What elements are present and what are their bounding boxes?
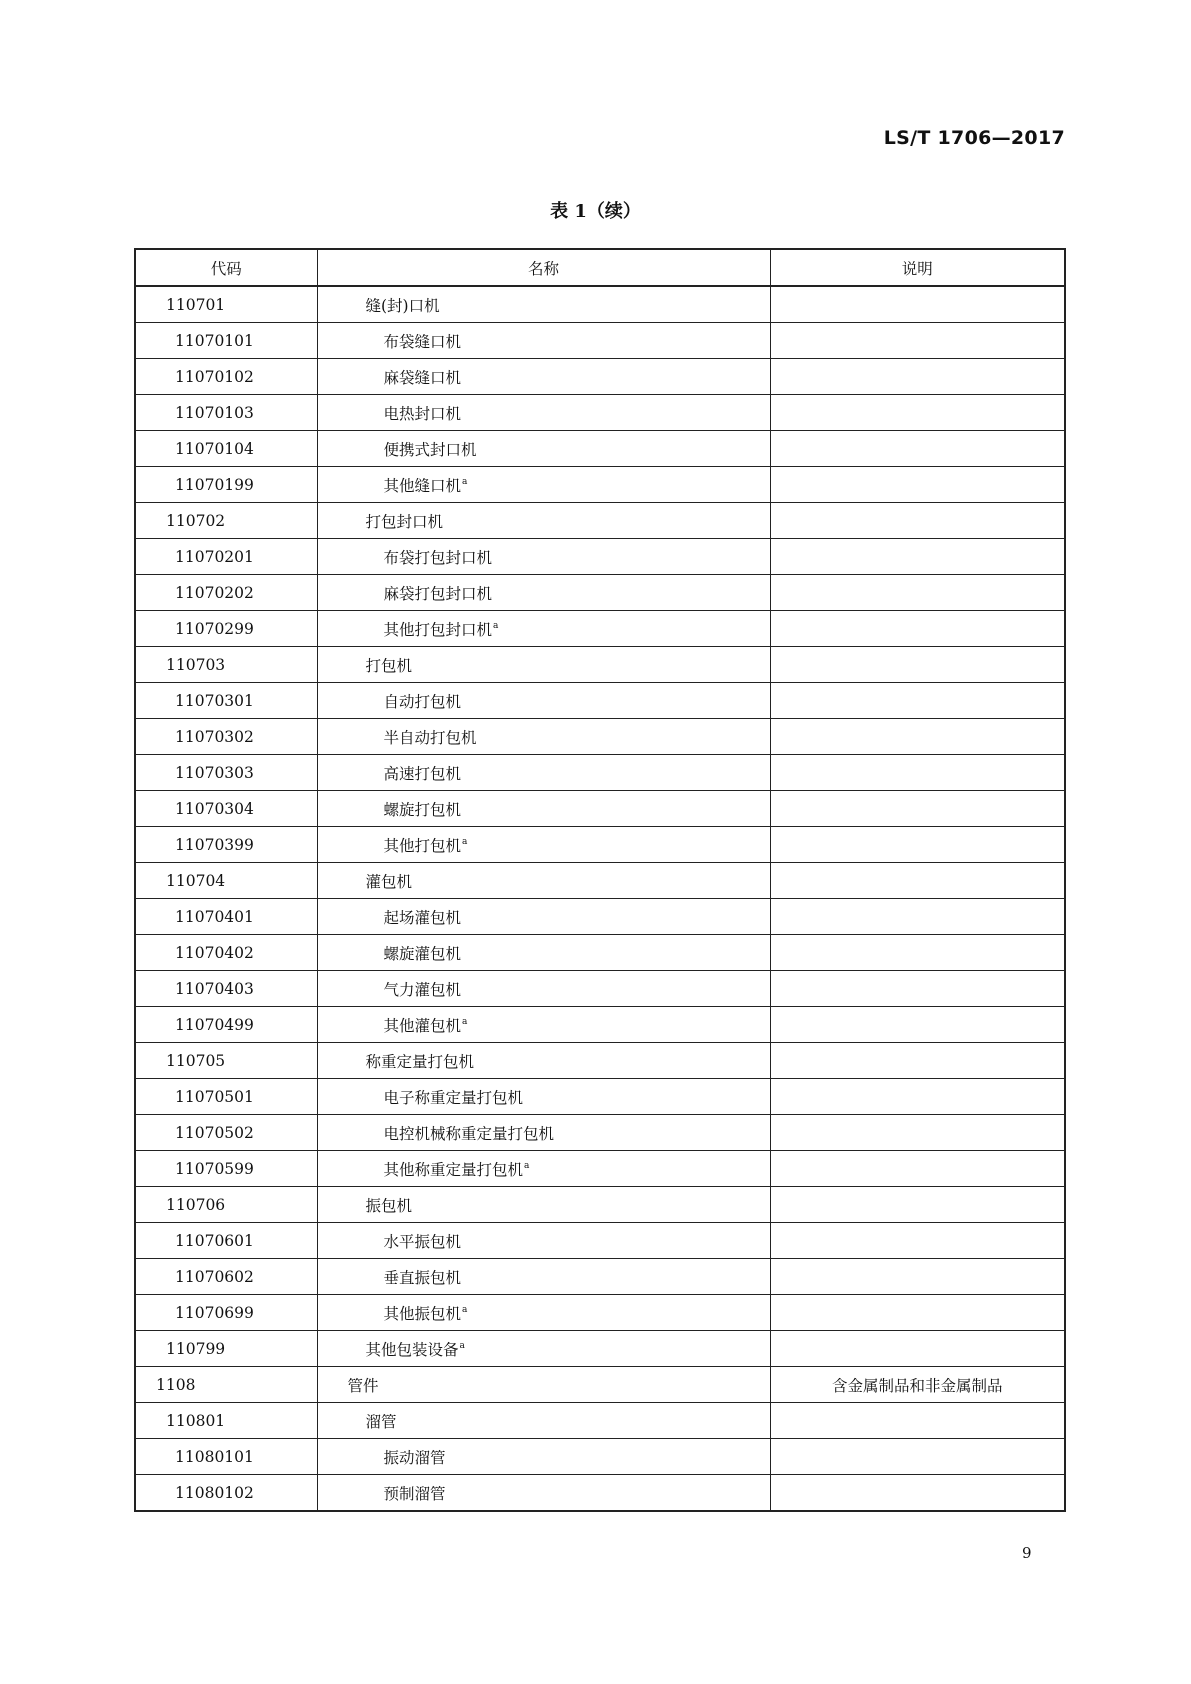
row-note — [770, 503, 1065, 539]
row-code: 110705 — [135, 1043, 317, 1079]
table-row — [135, 1331, 1065, 1367]
row-note — [770, 1403, 1065, 1439]
row-code: 11070102 — [135, 359, 317, 395]
row-name-cell — [317, 683, 770, 719]
table-row — [135, 683, 1065, 719]
row-name: 电热封口机 — [383, 404, 462, 423]
footnote-marker: a — [524, 1161, 530, 1172]
row-name: 布袋打包封口机 — [383, 548, 493, 567]
row-name: 管件 — [347, 1376, 379, 1395]
row-note — [770, 791, 1065, 827]
row-name: 螺旋灌包机 — [383, 944, 462, 963]
row-name-cell — [317, 503, 770, 539]
row-code: 11070401 — [135, 899, 317, 935]
row-code: 11070103 — [135, 395, 317, 431]
row-note — [770, 755, 1065, 791]
table-row — [135, 755, 1065, 791]
row-code: 11070399 — [135, 827, 317, 863]
classification-table — [134, 248, 1066, 1512]
row-code: 110801 — [135, 1403, 317, 1439]
column-header-name: 名称 — [317, 249, 770, 286]
row-name-cell — [317, 539, 770, 575]
table-row — [135, 935, 1065, 971]
row-name: 其他打包机 — [383, 836, 462, 855]
row-note — [770, 286, 1065, 323]
row-name: 自动打包机 — [383, 692, 462, 711]
row-name: 振包机 — [365, 1196, 413, 1215]
table-row — [135, 1187, 1065, 1223]
table-row — [135, 395, 1065, 431]
row-code: 11070201 — [135, 539, 317, 575]
footnote-marker: a — [462, 1017, 468, 1028]
table-title: 表 1（续） — [550, 201, 641, 222]
row-name-cell — [317, 611, 770, 647]
row-name: 打包封口机 — [365, 512, 444, 531]
table-row — [135, 323, 1065, 359]
table-row — [135, 611, 1065, 647]
table-row — [135, 1367, 1065, 1403]
row-name-cell — [317, 1367, 770, 1403]
row-name-cell — [317, 755, 770, 791]
table-row — [135, 1115, 1065, 1151]
table-row — [135, 1223, 1065, 1259]
table-row — [135, 1403, 1065, 1439]
row-code: 11080102 — [135, 1475, 317, 1512]
row-code: 11070302 — [135, 719, 317, 755]
table-row — [135, 899, 1065, 935]
row-note — [770, 899, 1065, 935]
row-note — [770, 719, 1065, 755]
row-name-cell — [317, 1223, 770, 1259]
row-note — [770, 1151, 1065, 1187]
row-name: 缝(封)口机 — [365, 296, 440, 315]
standard-code: LS/T 1706—2017 — [883, 127, 1065, 149]
row-name: 电控机械称重定量打包机 — [383, 1124, 555, 1143]
row-name-cell — [317, 467, 770, 503]
row-name: 预制溜管 — [383, 1484, 446, 1503]
table-row — [135, 1439, 1065, 1475]
row-name-cell — [317, 935, 770, 971]
row-code: 11070301 — [135, 683, 317, 719]
row-name-cell — [317, 971, 770, 1007]
row-name: 其他打包封口机 — [383, 620, 493, 639]
row-note — [770, 1295, 1065, 1331]
row-name-cell — [317, 899, 770, 935]
row-name-cell — [317, 1187, 770, 1223]
row-code: 110799 — [135, 1331, 317, 1367]
row-name-cell — [317, 1331, 770, 1367]
row-note — [770, 1223, 1065, 1259]
row-name-cell — [317, 1043, 770, 1079]
row-note — [770, 1259, 1065, 1295]
footnote-marker: a — [462, 1305, 468, 1316]
row-name: 振动溜管 — [383, 1448, 446, 1467]
row-code: 11070299 — [135, 611, 317, 647]
row-code: 11080101 — [135, 1439, 317, 1475]
row-name: 其他灌包机 — [383, 1016, 462, 1035]
row-name: 其他包装设备 — [365, 1340, 459, 1359]
table-row — [135, 1043, 1065, 1079]
row-code: 11070499 — [135, 1007, 317, 1043]
row-note — [770, 1439, 1065, 1475]
row-name: 便携式封口机 — [383, 440, 477, 459]
row-name: 灌包机 — [365, 872, 413, 891]
row-note — [770, 1115, 1065, 1151]
table-row — [135, 286, 1065, 323]
row-name-cell — [317, 1079, 770, 1115]
row-note — [770, 323, 1065, 359]
row-name-cell — [317, 359, 770, 395]
row-name: 半自动打包机 — [383, 728, 477, 747]
table-row — [135, 1151, 1065, 1187]
row-code: 11070599 — [135, 1151, 317, 1187]
table-row — [135, 719, 1065, 755]
row-name-cell — [317, 1151, 770, 1187]
table-row — [135, 431, 1065, 467]
row-note — [770, 647, 1065, 683]
row-note — [770, 395, 1065, 431]
row-name-cell — [317, 1295, 770, 1331]
row-note — [770, 575, 1065, 611]
table-row — [135, 863, 1065, 899]
row-code: 11070199 — [135, 467, 317, 503]
row-name-cell — [317, 719, 770, 755]
row-name: 打包机 — [365, 656, 413, 675]
table-row — [135, 1259, 1065, 1295]
table-row — [135, 1079, 1065, 1115]
row-code: 11070699 — [135, 1295, 317, 1331]
footnote-marker: a — [459, 1341, 465, 1352]
table-header-row — [135, 249, 1065, 286]
row-code: 11070101 — [135, 323, 317, 359]
table-row — [135, 539, 1065, 575]
row-name-cell — [317, 1115, 770, 1151]
row-code: 11070303 — [135, 755, 317, 791]
table-row — [135, 791, 1065, 827]
table-row — [135, 971, 1065, 1007]
row-note — [770, 1079, 1065, 1115]
table-row — [135, 503, 1065, 539]
row-note: 含金属制品和非金属制品 — [770, 1367, 1065, 1403]
row-note — [770, 971, 1065, 1007]
row-name: 溜管 — [365, 1412, 397, 1431]
row-note — [770, 611, 1065, 647]
row-name: 称重定量打包机 — [365, 1052, 475, 1071]
table-row — [135, 1007, 1065, 1043]
row-note — [770, 827, 1065, 863]
row-code: 11070501 — [135, 1079, 317, 1115]
row-name-cell — [317, 863, 770, 899]
row-note — [770, 1475, 1065, 1512]
row-name: 麻袋缝口机 — [383, 368, 462, 387]
row-name-cell — [317, 575, 770, 611]
row-note — [770, 1331, 1065, 1367]
table-row — [135, 467, 1065, 503]
row-code: 11070202 — [135, 575, 317, 611]
table-row — [135, 827, 1065, 863]
row-name: 布袋缝口机 — [383, 332, 462, 351]
row-name: 电子称重定量打包机 — [383, 1088, 524, 1107]
row-name: 其他称重定量打包机 — [383, 1160, 524, 1179]
row-name: 起场灌包机 — [383, 908, 462, 927]
row-code: 1108 — [135, 1367, 317, 1403]
row-note — [770, 539, 1065, 575]
row-name: 水平振包机 — [383, 1232, 462, 1251]
row-code: 11070403 — [135, 971, 317, 1007]
table-row — [135, 647, 1065, 683]
row-code: 11070601 — [135, 1223, 317, 1259]
row-name: 高速打包机 — [383, 764, 462, 783]
page-number: 9 — [1022, 1544, 1032, 1562]
row-name: 垂直振包机 — [383, 1268, 462, 1287]
row-name-cell — [317, 1475, 770, 1512]
row-name-cell — [317, 1259, 770, 1295]
row-name-cell — [317, 1439, 770, 1475]
row-code: 110703 — [135, 647, 317, 683]
column-header-code: 代码 — [135, 249, 317, 286]
row-code: 110704 — [135, 863, 317, 899]
row-name-cell — [317, 1007, 770, 1043]
row-note — [770, 1187, 1065, 1223]
row-code: 11070402 — [135, 935, 317, 971]
row-code: 11070502 — [135, 1115, 317, 1151]
row-name: 其他缝口机 — [383, 476, 462, 495]
row-note — [770, 863, 1065, 899]
row-code: 110702 — [135, 503, 317, 539]
row-note — [770, 683, 1065, 719]
row-name-cell — [317, 431, 770, 467]
row-code: 110706 — [135, 1187, 317, 1223]
row-code: 11070602 — [135, 1259, 317, 1295]
table-row — [135, 1475, 1065, 1512]
row-note — [770, 431, 1065, 467]
footnote-marker: a — [493, 621, 499, 632]
row-name: 螺旋打包机 — [383, 800, 462, 819]
row-name-cell — [317, 827, 770, 863]
row-code: 11070104 — [135, 431, 317, 467]
row-name-cell — [317, 395, 770, 431]
footnote-marker: a — [462, 837, 468, 848]
row-name-cell — [317, 1403, 770, 1439]
row-note — [770, 1007, 1065, 1043]
table-body — [135, 286, 1065, 1511]
row-name: 麻袋打包封口机 — [383, 584, 493, 603]
row-code: 11070304 — [135, 791, 317, 827]
row-name: 其他振包机 — [383, 1304, 462, 1323]
table-row — [135, 1295, 1065, 1331]
row-name-cell — [317, 791, 770, 827]
row-name-cell — [317, 647, 770, 683]
row-note — [770, 1043, 1065, 1079]
row-note — [770, 467, 1065, 503]
row-note — [770, 359, 1065, 395]
row-name-cell — [317, 323, 770, 359]
column-header-note: 说明 — [770, 249, 1065, 286]
row-name: 气力灌包机 — [383, 980, 462, 999]
row-name-cell — [317, 286, 770, 323]
table-row — [135, 359, 1065, 395]
row-note — [770, 935, 1065, 971]
table-row — [135, 575, 1065, 611]
footnote-marker: a — [462, 477, 468, 488]
row-code: 110701 — [135, 286, 317, 323]
